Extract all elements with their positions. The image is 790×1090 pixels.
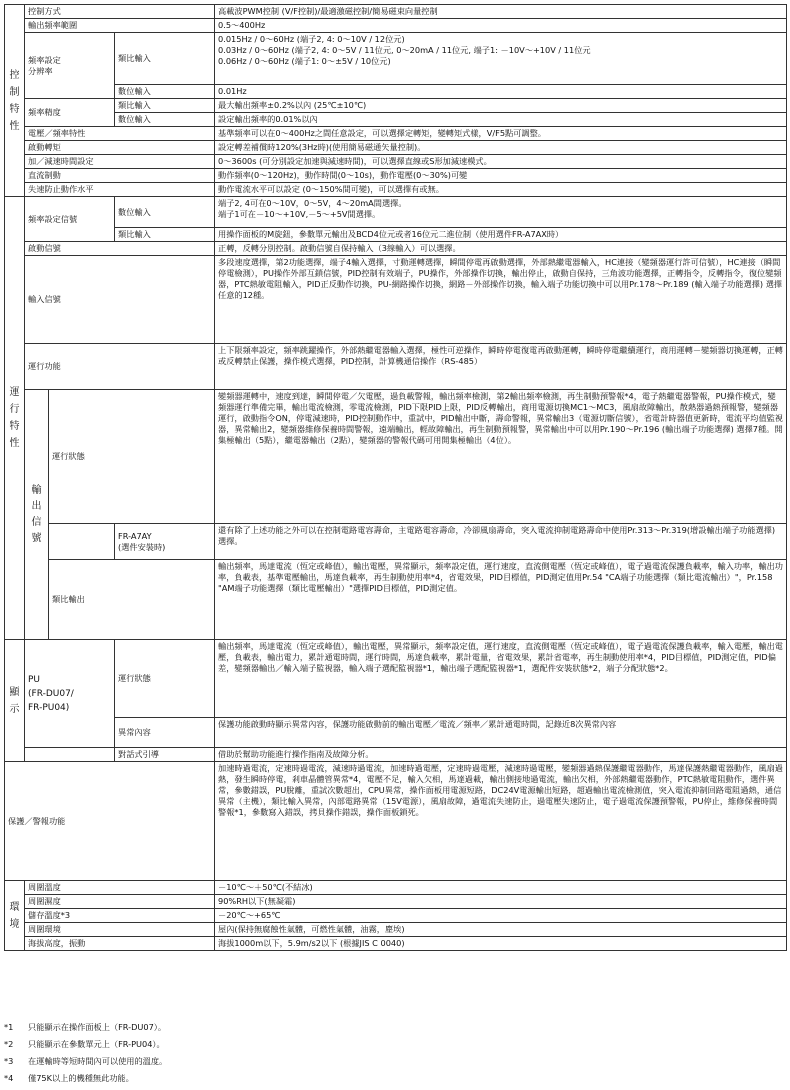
footnote-text: 只能顯示在操作面板上（FR-DU07）。 <box>28 1022 167 1032</box>
spec-label: 儲存溫度*3 <box>25 909 215 923</box>
sub-label <box>115 524 215 560</box>
footnote-text: 僅75K以上的機種無此功能。 <box>28 1073 134 1083</box>
spec-value: 屋內(保持無腐蝕性氣體，可燃性氣體，油霧，塵埃) <box>215 923 787 937</box>
spec-label: 輸出頻率範圍 <box>25 19 215 33</box>
sub-label: 類比輸入 <box>115 228 215 242</box>
spec-label: 直流制動 <box>25 169 215 183</box>
spec-value: 基準頻率可以在0～400Hz之間任意設定，可以選擇定轉矩，變轉矩式樣，V/F5點可調整。 <box>215 127 787 141</box>
value-line: 0.015Hz / 0～60Hz (端子2, 4: 0～10V / 12位元) <box>218 34 405 44</box>
section-display-label: 顯 示 <box>9 686 20 715</box>
spec-label: 啟動轉矩 <box>25 141 215 155</box>
footnote-text: 在運輸時等短時間內可以使用的溫度。 <box>28 1056 168 1066</box>
sub-label: 數位輸入 <box>115 113 215 127</box>
sub-label: 類比輸出 <box>49 560 215 640</box>
section-display <box>5 640 25 762</box>
sub-label: 運行狀態 <box>49 390 215 524</box>
spec-label <box>25 33 115 99</box>
value-line: 0.06Hz / 0～60Hz (端子1: 0～±5V / 10位元) <box>218 56 391 66</box>
spec-value: 動作頻率(0～120Hz)，動作時間(0～10s)，動作電壓(0～30%)可變 <box>215 169 787 183</box>
spec-value: 用操作面板的M旋鈕，參數單元輸出及BCD4位元或者16位元二進位制（使用選件FR-A7AX時） <box>215 228 787 242</box>
spec-label: 啟動信號 <box>25 242 215 256</box>
spec-value: 正轉，反轉分別控制。啟動信號自保持輸入（3線輸入）可以選擇。 <box>215 242 787 256</box>
sub-label: 數位輸入 <box>115 85 215 99</box>
footnote-text: 只能顯示在參數單元上（FR-PU04）。 <box>28 1039 165 1049</box>
section-control-label: 控 制 特 性 <box>9 69 20 132</box>
output-signal-label: 輸 出 信 號 <box>31 484 42 544</box>
spec-table <box>4 4 787 951</box>
spec-label: 控制方式 <box>25 5 215 19</box>
spec-value: 還有除了上述功能之外可以在控制電路電容壽命，主電路電容壽命，冷卻風扇壽命，突入電流抑制電路壽命中使用Pr.313～Pr.319(增設輸出端子功能選擇)選擇。 <box>215 524 787 560</box>
pu-label: PU (FR-DU07/ FR-PU04) <box>28 674 74 713</box>
spec-label: 失速防止動作水平 <box>25 183 215 197</box>
spec-value: 設定轉差補償時120%(3Hz時)(使用簡易磁通矢量控制)。 <box>215 141 787 155</box>
spec-label: 頻率設定信號 <box>25 197 115 242</box>
blank-cell <box>25 748 115 762</box>
spec-value: 0.01Hz <box>215 85 787 99</box>
spec-value: 輸出頻率，馬達電流（恆定或峰值），輸出電壓，異常顯示，頻率設定值，運行速度，直流側電壓（恆定或峰值），電子過電流保護負載率，輸入功率，輸出功率，負載表，基準電壓輸出，馬達負載率，再生制動使用率*4，省電效果，PID目標值，PID測定值用Pr.54 "CA端子功能選擇（類比電流輸出）"，Pr.158 "AM端子功能選擇（類比電壓輸出）"選擇PID目標值，PID測定值。 <box>215 560 787 640</box>
spec-value <box>215 33 787 85</box>
section-protection: 保護／警報功能 <box>5 762 215 881</box>
option-label: FR-A7AY (選件安裝時) <box>118 530 166 552</box>
sub-label: 異常內容 <box>115 718 215 748</box>
spec-label <box>25 390 49 640</box>
footnote <box>4 1022 166 1033</box>
footnote <box>4 1056 167 1067</box>
spec-value: 保護功能啟動時顯示異常內容，保護功能啟動前的輸出電壓／電流／頻率／累計通電時間，記錄近8次異常內容 <box>215 718 787 748</box>
spec-value: 設定輸出頻率的0.01%以內 <box>215 113 787 127</box>
spec-value: 動作電流水平可以設定 (0～150%間可變)，可以選擇有或無。 <box>215 183 787 197</box>
spec-value: 加速時過電流，定速時過電流，減速時過電流，加速時過電壓，定速時過電壓，減速時過電壓，變頻器過熱保護繼電器動作，馬達保護熱繼電器動作，風扇過熱，發生瞬時停電，剎車晶體管異常*4，電壓不足，輸入欠相，馬達過載，輸出側接地過電流，輸出欠相，外部熱繼電器動作，PTC熱敏電阻動作，選件異常，參數錯誤，PU脫離，重試次數超出，CPU異常，操作面板用電源短路，DC24V電源輸出短路，超過輸出電流檢測值，突入電流抑制回路電阻過熱，通信異常（主機），類比輸入異常，內部電路異常（15V電源），風扇故障，過電流失速防止，過電壓失速防止，電子過電流保護預警報，PU停止，維修保養時間警報*1，參數寫入錯誤，拷貝操作錯誤，操作面板鎖死。 <box>215 762 787 881</box>
spec-value: 借助於幫助功能進行操作指南及故障分析。 <box>215 748 787 762</box>
spec-label: 加／減速時間設定 <box>25 155 215 169</box>
spec-value: 90%RH以下(無凝霜) <box>215 895 787 909</box>
value-line: 端子2, 4可在0～10V，0～5V，4～20mA間選擇。 <box>218 198 407 208</box>
spec-label: 頻率精度 <box>25 99 115 127</box>
section-environment-label: 環 境 <box>9 901 20 930</box>
footnote-mark: *2 <box>4 1039 14 1049</box>
sub-label: 類比輸入 <box>115 33 215 85</box>
footnote <box>4 1039 165 1050</box>
footnote-mark: *3 <box>4 1056 14 1066</box>
spec-label: 海拔高度，振動 <box>25 937 215 951</box>
footnote-mark: *1 <box>4 1022 14 1032</box>
spec-value <box>215 197 787 228</box>
spec-value: 變頻器運轉中，速度到達，瞬間停電／欠電壓，過負載警報，輸出頻率檢測，第2輸出頻率檢測，再生制動預警報*4，電子熱繼電器警報，PU操作模式，變頻器運行準備完畢，輸出電流檢測，零電流檢測，PID下限PID上限，PID反轉輸出，商用電源切換MC1～MC3，風扇故障輸出，散熱器過熱預報警，變頻器運行，啟動指令ON，停電減速時，PID控制動作中，重試中，PID輸出中斷，壽命警報，異常輸出3（電源切斷信號），省電計時器值更新時，電流平均值監視器，異常輸出2，變頻器維修保養時間警報，遠端輸出，輕故障輸出，再生制動預報警，異常輸出中可以用Pr.190～Pr.196 (輸出端子功能選擇) 選擇7種。開集極輸出（5點），繼電器輸出（2點），變頻器的警報代碼可用開集極輸出（4位）。 <box>215 390 787 524</box>
spec-value: －10℃～＋50℃(不結冰) <box>215 881 787 895</box>
value-line: 0.03Hz / 0～60Hz (端子2, 4: 0～5V / 11位元, 0～20mA / 11位元, 端子1: －10V～+10V / 11位元 <box>218 45 591 55</box>
blank-cell <box>49 524 115 560</box>
footnote-mark: *4 <box>4 1073 14 1083</box>
spec-value: 最大輸出頻率±0.2%以內 (25℃±10℃) <box>215 99 787 113</box>
spec-label: 周圍濕度 <box>25 895 215 909</box>
spec-value: 多段速度選擇，第2功能選擇，端子4輸入選擇，寸動運轉選擇，瞬間停電再啟動選擇，外部熱繼電器輸入，HC連接（變頻器運行許可信號），HC連接（瞬間停電檢測），PU操作外部互鎖信號，PID控制有效端子，PU操作，外部操作切換，輸出停止，啟動自保持，三角波功能選擇，正轉指令，反轉指令，復位變頻器，PTC熱敏電阻輸入，PID正反動作切換，PU-網路操作切換，網路－外部操作切換，輸入端子功能切換中可以用Pr.178～Pr.189 (輸入端子功能選擇) 選擇任意的12種。 <box>215 256 787 344</box>
spec-label <box>25 640 115 748</box>
spec-label-text: 頻率設定 分辨率 <box>28 54 61 76</box>
spec-value: 海拔1000m以下，5.9m/s2以下 (根據JIS C 0040) <box>215 937 787 951</box>
spec-label: 周圍環境 <box>25 923 215 937</box>
sub-label: 類比輸入 <box>115 99 215 113</box>
sub-label: 數位輸入 <box>115 197 215 228</box>
spec-label: 電壓／頻率特性 <box>25 127 215 141</box>
spec-value: 高載波PWM控制 (V/F控制)/最適激磁控制/簡易磁束向量控制 <box>215 5 787 19</box>
spec-value: －20℃～+65℃ <box>215 909 787 923</box>
spec-label: 周圍溫度 <box>25 881 215 895</box>
spec-label: 輸入信號 <box>25 256 215 344</box>
spec-value: 輸出頻率，馬達電流（恆定或峰值），輸出電壓，異常顯示，頻率設定值，運行速度，直流側電壓（恆定或峰值），電子過電流保護負載率，輸入電壓，輸出電壓，負載表，輸出電力，累計通電時間，運行時間，馬達負載率，累計電量，省電效果，累計省電率，再生制動使用率*4，PID目標值，PID測定值，PID偏差，變頻器輸出／輸入端子監視器，輸入端子選配監視器*1，輸出端子選配監視器*1，選配件安裝狀態*2，端子分配狀態*2。 <box>215 640 787 718</box>
spec-value: 上下限頻率設定，頻率跳躍操作，外部熱繼電器輸入選擇，極性可逆操作，瞬時停電復電再啟動運轉，瞬時停電繼續運行，商用運轉－變頻器切換運轉，正轉或反轉禁止保護，操作模式選擇，PID控制，計算機通信操作（RS-485） <box>215 344 787 390</box>
spec-value: 0～3600s (可分別設定加速與減速時間)，可以選擇直線或S形加減速模式。 <box>215 155 787 169</box>
section-environment <box>5 881 25 951</box>
sub-label: 運行狀態 <box>115 640 215 718</box>
section-operation-label: 運 行 特 性 <box>9 387 20 449</box>
section-control <box>5 5 25 197</box>
section-operation <box>5 197 25 640</box>
value-line: 端子1可在－10～+10V,－5～+5V間選擇。 <box>218 209 381 219</box>
sub-label: 對話式引導 <box>115 748 215 762</box>
footnote <box>4 1073 134 1084</box>
spec-value: 0.5～400Hz <box>215 19 787 33</box>
spec-label: 運行功能 <box>25 344 215 390</box>
